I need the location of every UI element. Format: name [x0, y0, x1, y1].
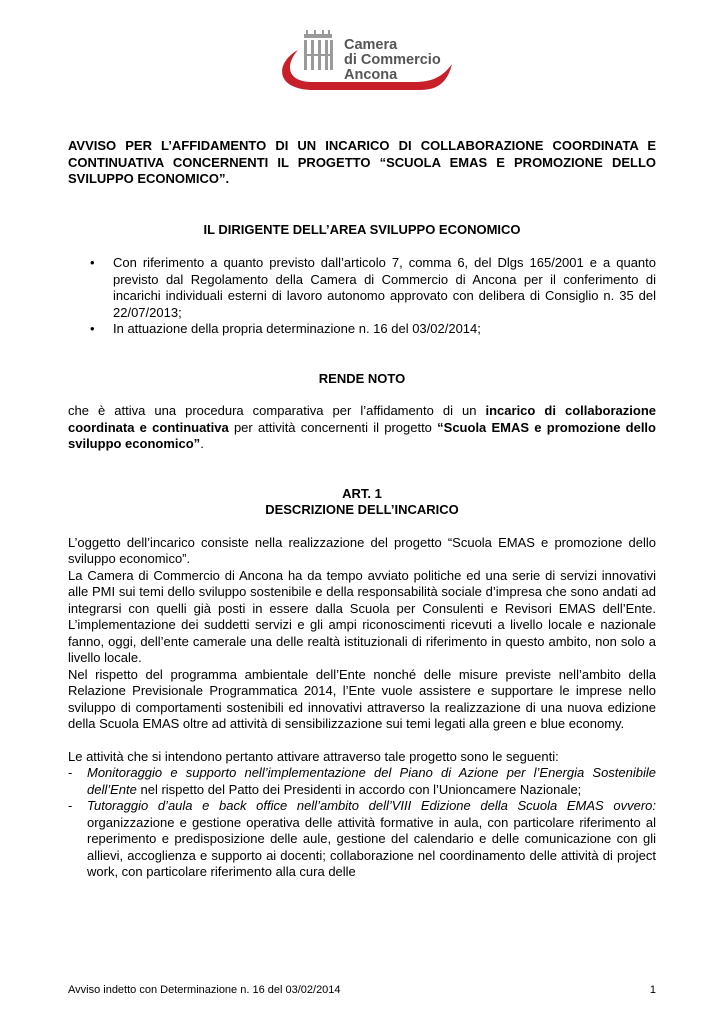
list-item: • Con riferimento a quanto previsto dall’articolo 7, comma 6, del Dlgs 165/2001 e a quanto previsto dal Regolamento della Camera di Commercio di Ancona per il conferimento di incarichi individuali esterni di lavoro autonomo approvato con delibera di Consiglio n. 35 del 22/07/2013; — [90, 255, 656, 320]
logo-text — [344, 38, 441, 83]
article-title: DESCRIZIONE DELL’INCARICO — [265, 502, 459, 517]
rende-noto-heading: RENDE NOTO — [318, 370, 406, 386]
logo-line-1: Camera — [344, 37, 398, 53]
document-title: AVVISO PER L’AFFIDAMENTO DI UN INCARICO DI COLLABORAZIONE COORDINATA E CONTINUATIVA CONCERNENTI IL PROGETTO “SCUOLA EMAS E PROMOZIONE DELLO SVILUPPO ECONOMICO”. — [68, 138, 656, 186]
paragraph: Nel rispetto del programma ambientale dell’Ente nonché delle misure previste nell’ambito della Relazione Previsionale Programmatica 2014, l’Ente vuole assistere e supportare le imprese nello sviluppo di comportamenti sostenibili ed innovativi attraverso la realizzazione di una nuova edizione della Scuola EMAS oltre ad attività di sensibilizzazione sui temi legati alla green e blue economy. — [68, 666, 656, 731]
article-number: ART. 1 — [342, 485, 382, 501]
intro-paragraph: che è attiva una procedura comparativa per l’affidamento di un incarico di collaborazione coordinata e continuativa per attività concernenti il progetto “Scuola EMAS e promozione dello sviluppo economico”. — [68, 403, 656, 451]
list-item: • In attuazione della propria determinazione n. 16 del 03/02/2014; — [90, 321, 481, 336]
paragraph: La Camera di Commercio di Ancona ha da tempo avviato politiche ed una serie di servizi innovativi alle PMI sui temi dello sviluppo sostenibile e della responsabilità sociale d’impresa che sono andati ad integrarsi con quelli già posti in essere dalla Scuola per Consulenti e Revisori EMAS dell’Ente. L’implementazione dei suddetti servizi e gli ampi riconoscimenti ricevuti a livello locale e nazionale fanno, oggi, dell’ente camerale una delle realtà istituzionali di riferimento in questo ambito, non solo a livello locale. — [68, 567, 656, 665]
list-item: - Tutoraggio d’aula e back office nell’ambito dell’VIII Edizione della Scuola EMAS ovvero: organizzazione e gestione operativa delle attività formative in aula, con particolare riferimento al reperimento e predisposizione delle aule, gestione del calendario e delle comunicazione con gli allievi, accoglienza e supporto ai docenti; collaborazione nel coordinamento delle attività di project work, con particolare riferimento alla cura delle — [68, 798, 656, 879]
dirigente-heading: IL DIRIGENTE DELL’AREA SVILUPPO ECONOMICO — [203, 221, 521, 237]
footer-text: Avviso indetto con Determinazione n. 16 del 03/02/2014 — [68, 984, 341, 996]
activities-intro: Le attività che si intendono pertanto attivare attraverso tale progetto sono le seguenti: — [68, 748, 559, 764]
document-body — [68, 138, 656, 881]
page-footer — [68, 984, 656, 996]
camera-commercio-logo — [270, 28, 460, 100]
logo-line-2: di Commercio — [344, 52, 441, 68]
paragraph: L’oggetto dell’incarico consiste nella realizzazione del progetto “Scuola EMAS e promozione dello sviluppo economico”. — [68, 534, 656, 566]
activities-list — [68, 765, 656, 881]
list-item: - Monitoraggio e supporto nell’implementazione del Piano di Azione per l’Energia Sostenibile dell’Ente nel rispetto del Patto dei Presidenti in accordo con l’Unioncamere Nazionale; — [68, 765, 656, 797]
premises-list — [68, 255, 656, 338]
logo-line-3: Ancona — [344, 67, 398, 83]
page-number: 1 — [649, 984, 656, 996]
